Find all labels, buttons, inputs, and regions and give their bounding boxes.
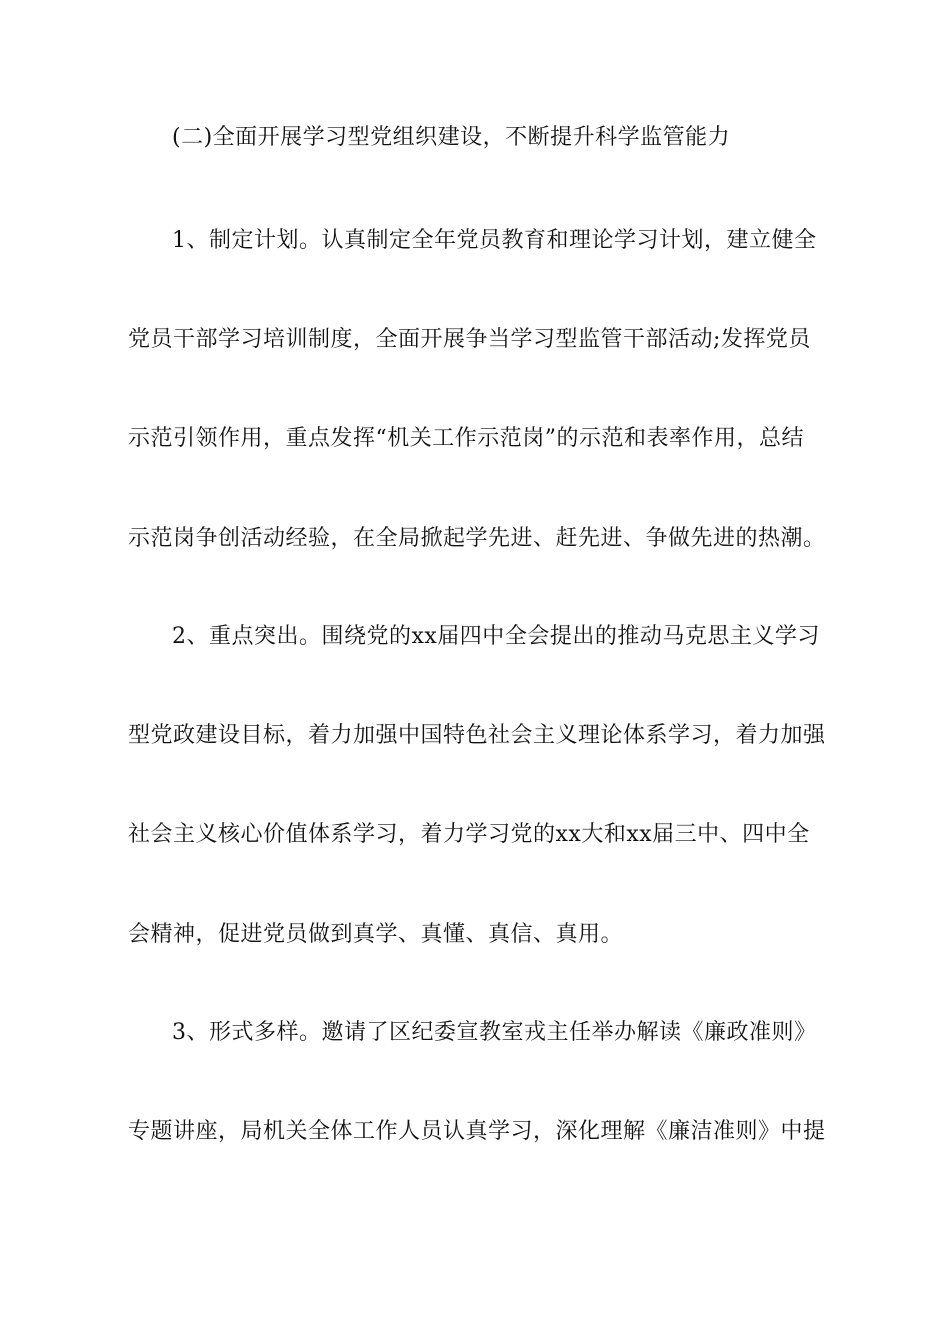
paragraph-3-line-1: 3、形式多样。邀请了区纪委宣教室戎主任举办解读《廉政准则》 bbox=[172, 1020, 817, 1045]
paragraph-1-line-1: 1、制定计划。认真制定全年党员教育和理论学习计划，建立健全 bbox=[172, 228, 817, 253]
paragraph-2-line-4: 会精神，促进党员做到真学、真懂、真信、真用。 bbox=[128, 922, 624, 947]
paragraph-3-line-2: 专题讲座，局机关全体工作人员认真学习，深化理解《廉洁准则》中提 bbox=[128, 1119, 826, 1144]
paragraph-2-line-3: 社会主义核心价值体系学习，着力学习党的xx大和xx届三中、四中全 bbox=[128, 822, 810, 847]
paragraph-1-line-4: 示范岗争创活动经验，在全局掀起学先进、赶先进、争做先进的热潮。 bbox=[128, 526, 826, 551]
paragraph-1-line-3: 示范引领作用，重点发挥“机关工作示范岗”的示范和表率作用，总结 bbox=[128, 426, 804, 451]
section-heading: (二)全面开展学习型党组织建设，不断提升科学监管能力 bbox=[172, 125, 731, 150]
paragraph-1-line-2: 党员干部学习培训制度，全面开展争当学习型监管干部活动;发挥党员 bbox=[128, 327, 811, 352]
paragraph-2-line-1: 2、重点突出。围绕党的xx届四中全会提出的推动马克思主义学习 bbox=[172, 624, 820, 649]
paragraph-2-line-2: 型党政建设目标，着力加强中国特色社会主义理论体系学习，着力加强 bbox=[128, 723, 826, 748]
